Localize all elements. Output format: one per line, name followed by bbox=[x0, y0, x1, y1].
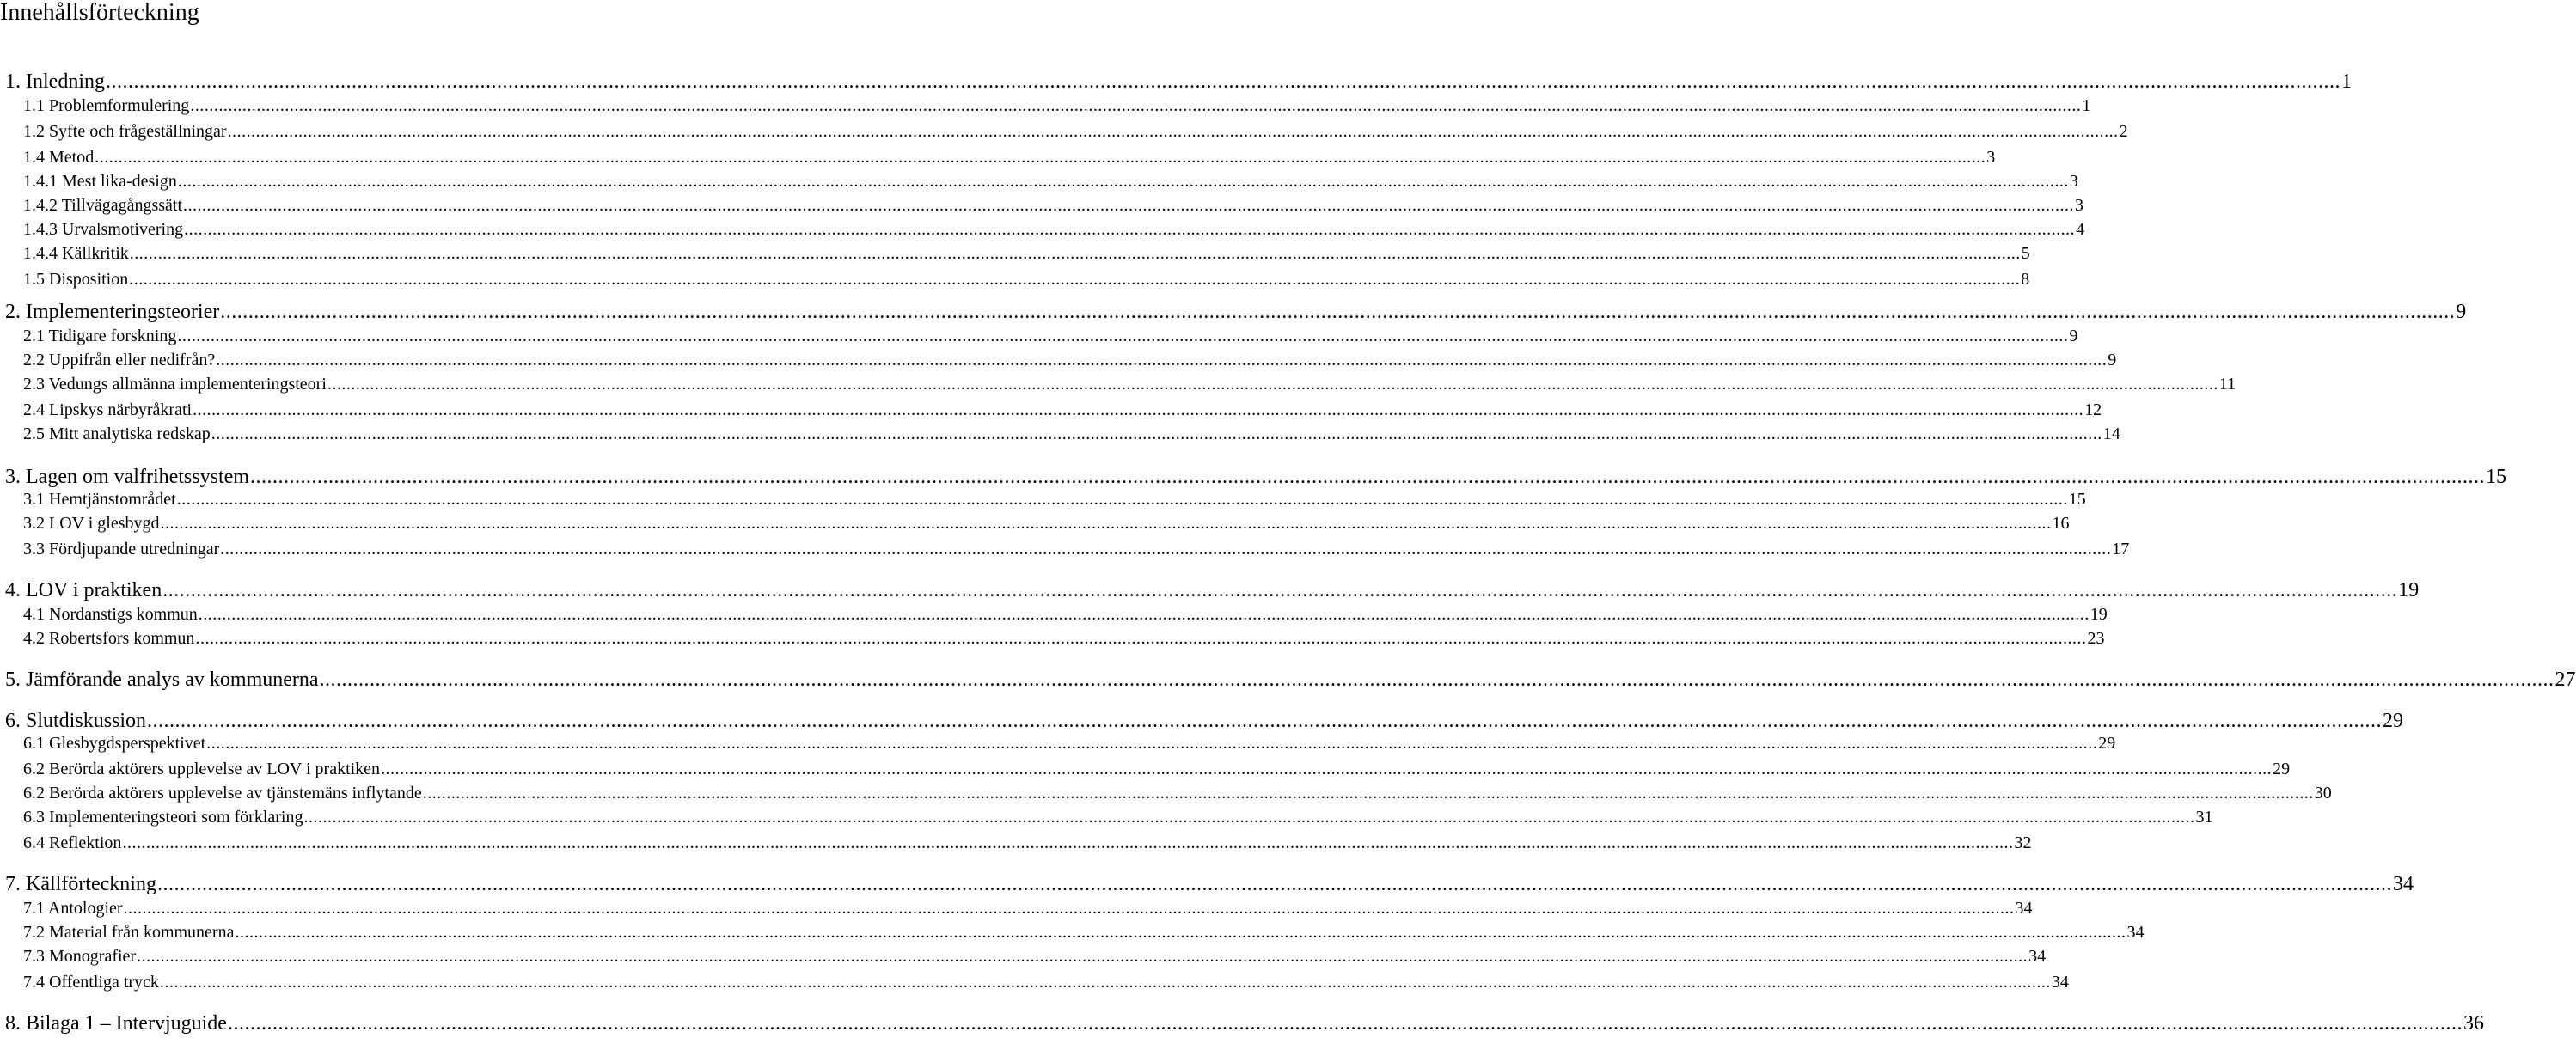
toc-entry[interactable] bbox=[23, 514, 2070, 534]
toc-page-number: 2 bbox=[2119, 122, 2128, 141]
toc-page-number: 12 bbox=[2084, 400, 2102, 419]
toc-page-number: 34 bbox=[2051, 973, 2069, 992]
toc-page-number: 3 bbox=[2069, 172, 2078, 191]
toc-entry-title: 2. Implementeringsteorier bbox=[5, 301, 220, 323]
toc-entry[interactable] bbox=[23, 351, 2117, 370]
toc-entry-title: 8. Bilaga 1 – Intervjuguide bbox=[5, 1012, 227, 1035]
toc-entry[interactable] bbox=[23, 899, 2033, 919]
toc-page-number: 34 bbox=[2126, 923, 2145, 942]
toc-entry[interactable] bbox=[23, 244, 2030, 264]
toc-leader-dots: ................................................................................................................................................................................................................................................................................................................................................................................................................ bbox=[319, 668, 2555, 691]
toc-entry[interactable] bbox=[23, 270, 2030, 290]
toc-entry-title: 3.3 Fördjupande utredningar bbox=[23, 540, 220, 559]
toc-page-number: 30 bbox=[2314, 784, 2332, 803]
toc-leader-dots: ................................................................................................................................................................................................................................................................................................................................................................................................................ bbox=[176, 490, 2068, 509]
toc-entry-title: 3.1 Hemtjänstområdet bbox=[23, 490, 176, 509]
toc-leader-dots: ................................................................................................................................................................................................................................................................................................................................................................................................................ bbox=[227, 1012, 2463, 1035]
toc-leader-dots: ................................................................................................................................................................................................................................................................................................................................................................................................................ bbox=[220, 540, 2112, 559]
toc-leader-dots: ................................................................................................................................................................................................................................................................................................................................................................................................................ bbox=[123, 899, 2015, 918]
toc-entry-title: 4.1 Nordanstigs kommun bbox=[23, 605, 198, 624]
toc-leader-dots: ................................................................................................................................................................................................................................................................................................................................................................................................................ bbox=[105, 70, 2340, 93]
toc-leader-dots: ................................................................................................................................................................................................................................................................................................................................................................................................................ bbox=[184, 220, 2076, 239]
toc-entry-title: 1.4.4 Källkritik bbox=[23, 244, 129, 263]
toc-page-number: 15 bbox=[2068, 490, 2086, 509]
toc-page-number: 3 bbox=[2075, 196, 2084, 215]
toc-entry-title: 7.4 Offentliga tryck bbox=[23, 973, 159, 992]
toc-page-number: 15 bbox=[2485, 466, 2506, 488]
toc-leader-dots: ................................................................................................................................................................................................................................................................................................................................................................................................................ bbox=[422, 784, 2314, 803]
toc-page-number: 19 bbox=[2398, 579, 2420, 601]
toc-entry[interactable] bbox=[23, 172, 2078, 192]
toc-entry-title: 6. Slutdiskussion bbox=[5, 710, 147, 732]
toc-leader-dots: ................................................................................................................................................................................................................................................................................................................................................................................................................ bbox=[160, 514, 2052, 533]
toc-page-number: 29 bbox=[2098, 734, 2116, 753]
toc-entry[interactable] bbox=[23, 424, 2120, 444]
toc-entry-title: 7.3 Monografier bbox=[23, 947, 137, 966]
toc-entry-title: 3.2 LOV i glesbygd bbox=[23, 514, 160, 533]
toc-entry[interactable] bbox=[23, 973, 2069, 992]
toc-entry-title: 2.3 Vedungs allmänna implementeringsteori bbox=[23, 375, 327, 394]
toc-entry[interactable] bbox=[5, 1012, 2484, 1035]
toc-page-number: 4 bbox=[2076, 220, 2085, 239]
toc-leader-dots: ................................................................................................................................................................................................................................................................................................................................................................................................................ bbox=[129, 244, 2021, 263]
toc-leader-dots: ................................................................................................................................................................................................................................................................................................................................................................................................................ bbox=[216, 351, 2108, 369]
toc-entry-title: 4.2 Robertsfors kommun bbox=[23, 629, 195, 648]
toc-entry[interactable] bbox=[23, 196, 2084, 216]
toc-page-number: 1 bbox=[2340, 70, 2352, 93]
toc-entry[interactable] bbox=[23, 400, 2102, 420]
toc-entry-title: 1.4 Metod bbox=[23, 148, 95, 167]
toc-entry-title: 6.3 Implementeringsteori som förklaring bbox=[23, 808, 303, 827]
toc-leader-dots: ................................................................................................................................................................................................................................................................................................................................................................................................................ bbox=[198, 605, 2090, 624]
toc-leader-dots: ................................................................................................................................................................................................................................................................................................................................................................................................................ bbox=[381, 760, 2273, 778]
toc-leader-dots: ................................................................................................................................................................................................................................................................................................................................................................................................................ bbox=[327, 375, 2218, 394]
toc-entry-title: 7. Källförteckning bbox=[5, 873, 156, 895]
toc-entry[interactable] bbox=[23, 96, 2091, 116]
toc-entry[interactable] bbox=[5, 301, 2467, 324]
toc-page-number: 9 bbox=[2108, 351, 2117, 369]
toc-leader-dots: ................................................................................................................................................................................................................................................................................................................................................................................................................ bbox=[147, 710, 2383, 732]
toc-leader-dots: ................................................................................................................................................................................................................................................................................................................................................................................................................ bbox=[249, 466, 2485, 488]
toc-entry-title: 5. Jämförande analys av kommunerna bbox=[5, 668, 319, 691]
toc-entry-title: 1.4.1 Mest lika-design bbox=[23, 172, 177, 191]
toc-page-number: 36 bbox=[2463, 1012, 2484, 1035]
toc-entry[interactable] bbox=[23, 629, 2105, 649]
toc-page-number: 27 bbox=[2555, 668, 2576, 691]
toc-entry-title: 4. LOV i praktiken bbox=[5, 579, 162, 601]
toc-entry[interactable] bbox=[23, 122, 2128, 142]
toc-entry[interactable] bbox=[5, 70, 2352, 94]
toc-page-number: 11 bbox=[2218, 375, 2236, 394]
toc-leader-dots: ................................................................................................................................................................................................................................................................................................................................................................................................................ bbox=[159, 973, 2051, 992]
toc-leader-dots: ................................................................................................................................................................................................................................................................................................................................................................................................................ bbox=[303, 808, 2195, 827]
toc-leader-dots: ................................................................................................................................................................................................................................................................................................................................................................................................................ bbox=[195, 629, 2087, 648]
toc-page-number: 32 bbox=[2014, 833, 2032, 852]
toc-entry-title: 6.2 Berörda aktörers upplevelse av LOV i praktiken bbox=[23, 760, 381, 778]
toc-leader-dots: ................................................................................................................................................................................................................................................................................................................................................................................................................ bbox=[183, 196, 2075, 215]
toc-entry[interactable] bbox=[23, 605, 2108, 625]
toc-page-number: 8 bbox=[2021, 270, 2030, 289]
toc-leader-dots: ................................................................................................................................................................................................................................................................................................................................................................................................................ bbox=[156, 873, 2392, 895]
toc-page-number: 19 bbox=[2090, 605, 2108, 624]
toc-entry-title: 7.2 Material från kommunerna bbox=[23, 923, 235, 942]
toc-page-number: 29 bbox=[2383, 710, 2404, 732]
toc-leader-dots: ................................................................................................................................................................................................................................................................................................................................................................................................................ bbox=[137, 947, 2028, 966]
toc-leader-dots: ................................................................................................................................................................................................................................................................................................................................................................................................................ bbox=[206, 734, 2098, 753]
toc-entry[interactable] bbox=[23, 760, 2291, 779]
toc-entry-title: 2.5 Mitt analytiska redskap bbox=[23, 424, 211, 443]
toc-entry[interactable] bbox=[5, 710, 2404, 733]
toc-page-number: 1 bbox=[2082, 96, 2091, 115]
toc-leader-dots: ................................................................................................................................................................................................................................................................................................................................................................................................................ bbox=[177, 327, 2069, 345]
toc-leader-dots: ................................................................................................................................................................................................................................................................................................................................................................................................................ bbox=[95, 148, 1986, 167]
toc-page-number: 5 bbox=[2021, 244, 2030, 263]
toc-page-number: 34 bbox=[2392, 873, 2414, 895]
toc-page-number: 31 bbox=[2195, 808, 2213, 827]
toc-entry-title: 6.1 Glesbygdsperspektivet bbox=[23, 734, 206, 753]
toc-page-number: 34 bbox=[2028, 947, 2047, 966]
toc-entry-title: 1.4.2 Tillvägagångssätt bbox=[23, 196, 183, 215]
toc-entry[interactable] bbox=[23, 734, 2116, 754]
toc-entry-title: 1.2 Syfte och frågeställningar bbox=[23, 122, 227, 141]
toc-leader-dots: ................................................................................................................................................................................................................................................................................................................................................................................................................ bbox=[162, 579, 2398, 601]
toc-leader-dots: ................................................................................................................................................................................................................................................................................................................................................................................................................ bbox=[211, 424, 2102, 443]
toc-entry-title: 1.5 Disposition bbox=[23, 270, 129, 289]
toc-entry[interactable] bbox=[5, 873, 2414, 896]
toc-leader-dots: ................................................................................................................................................................................................................................................................................................................................................................................................................ bbox=[220, 301, 2456, 323]
toc-entry-title: 3. Lagen om valfrihetssystem bbox=[5, 466, 249, 488]
toc-page-number: 14 bbox=[2102, 424, 2120, 443]
toc-entry-title: 2.1 Tidigare forskning bbox=[23, 327, 177, 345]
page-title: Innehållsförteckning bbox=[0, 0, 199, 26]
toc-leader-dots: ................................................................................................................................................................................................................................................................................................................................................................................................................ bbox=[227, 122, 2119, 141]
toc-page-number: 9 bbox=[2456, 301, 2467, 323]
toc-entry-title: 1.1 Problemformulering bbox=[23, 96, 190, 115]
toc-entry[interactable] bbox=[23, 947, 2047, 967]
toc-leader-dots: ................................................................................................................................................................................................................................................................................................................................................................................................................ bbox=[193, 400, 2084, 419]
toc-entry-title: 2.2 Uppifrån eller nedifrån? bbox=[23, 351, 216, 369]
toc-entry[interactable] bbox=[23, 220, 2085, 240]
toc-leader-dots: ................................................................................................................................................................................................................................................................................................................................................................................................................ bbox=[122, 833, 2014, 852]
toc-entry-title: 7.1 Antologier bbox=[23, 899, 123, 918]
toc-leader-dots: ................................................................................................................................................................................................................................................................................................................................................................................................................ bbox=[190, 96, 2082, 115]
toc-entry[interactable] bbox=[5, 579, 2420, 602]
toc-page-number: 3 bbox=[1986, 148, 1996, 167]
toc-leader-dots: ................................................................................................................................................................................................................................................................................................................................................................................................................ bbox=[235, 923, 2126, 942]
toc-entry[interactable] bbox=[5, 466, 2506, 489]
toc-entry-title: 1.4.3 Urvalsmotivering bbox=[23, 220, 184, 239]
toc-page-number: 23 bbox=[2087, 629, 2105, 648]
toc-leader-dots: ................................................................................................................................................................................................................................................................................................................................................................................................................ bbox=[129, 270, 2021, 289]
toc-entry[interactable] bbox=[23, 540, 2130, 559]
toc-entry[interactable] bbox=[23, 375, 2236, 394]
toc-page-number: 9 bbox=[2069, 327, 2078, 345]
toc-entry[interactable] bbox=[23, 784, 2332, 803]
toc-entry-title: 2.4 Lipskys närbyråkrati bbox=[23, 400, 193, 419]
toc-page-number: 34 bbox=[2015, 899, 2033, 918]
toc-entry-title: 1. Inledning bbox=[5, 70, 105, 93]
toc-entry[interactable] bbox=[23, 833, 2032, 853]
toc-page-number: 17 bbox=[2112, 540, 2130, 559]
toc-page-number: 29 bbox=[2273, 760, 2291, 778]
toc-entry[interactable] bbox=[23, 490, 2086, 510]
toc-entry[interactable] bbox=[23, 327, 2078, 346]
toc-entry[interactable] bbox=[5, 668, 2576, 692]
toc-entry[interactable] bbox=[23, 148, 1996, 168]
toc-entry[interactable] bbox=[23, 923, 2145, 943]
toc-page-number: 16 bbox=[2052, 514, 2070, 533]
toc-entry-title: 6.4 Reflektion bbox=[23, 833, 122, 852]
toc-leader-dots: ................................................................................................................................................................................................................................................................................................................................................................................................................ bbox=[177, 172, 2069, 191]
toc-entry[interactable] bbox=[23, 808, 2213, 827]
toc-entry-title: 6.2 Berörda aktörers upplevelse av tjänstemäns inflytande bbox=[23, 784, 422, 803]
